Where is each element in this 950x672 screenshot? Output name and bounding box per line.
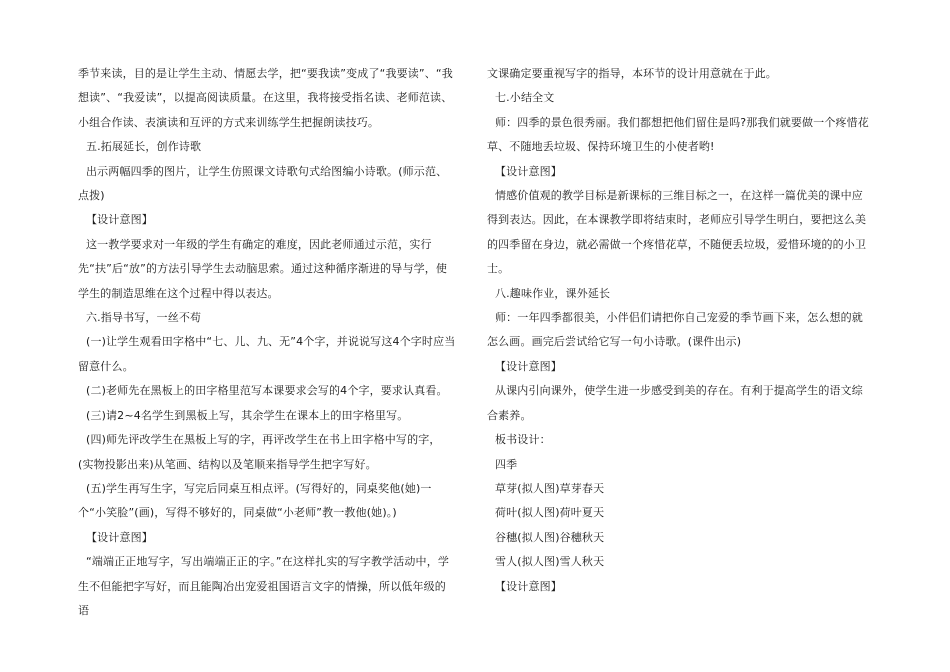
board-title: 四季 (495, 457, 518, 471)
paragraph-writing-continued: 文课确定要重视写字的指导，本环节的设计用意就在于此。 (487, 67, 777, 80)
paragraph-step-3: (三)请2~4名学生到黑板上写，其余学生在课本上的田字格里写。 (86, 408, 409, 422)
board-line-summer: 荷叶(拟人图)荷叶夏天 (495, 506, 605, 520)
paragraph-homework: 师：一年四季都很美，小伴侣们请把你自己宠爱的季节画下来，怎么想的就怎么画。画完后尝试给它写一句小诗歌。(课件出示) (487, 311, 863, 349)
paragraph-reading-purpose: 季节来读，目的是让学生主动、情愿去学，把“要我读”变成了“我要读”、“我想读”、“我爱读”，以提高阅读质量。在这里，我将接受指名读、老师范读、小组合作读、表演读和互评的方式来训练学生把握朗读技巧。 (78, 67, 453, 129)
paragraph-step-2: (二)老师先在黑板上的田字格里范写本课要求会写的4个字，要求认真看。 (86, 384, 448, 398)
section-heading-5: 五.拓展延长，创作诗歌 (86, 140, 202, 154)
paragraph-teacher-seasons: 师：四季的景色很秀丽。我们都想把他们留住是吗?那我们就要做一个疼惜花草、不随地丢垃圾、保持环境卫生的小使者哟! (487, 115, 869, 154)
right-column (487, 62, 872, 599)
design-intent-label: 【设计意图】 (495, 359, 562, 373)
paragraph-writing-quote: “端端正正地写字，写出端端正正的字。”在这样扎实的写字教学活动中，学生不但能把字写好，而且能陶冶出宠爱祖国语言文字的情操，所以低年级的语 (78, 555, 449, 617)
design-intent-label: 【设计意图】 (495, 164, 562, 178)
paragraph-show-pictures: 出示两幅四季的图片，让学生仿照课文诗歌句式给图编小诗歌。(师示范、点拨) (78, 164, 448, 203)
paragraph-step-4: (四)师先评改学生在黑板上写的字，再评改学生在书上田字格中写的字，(实物投影出来)从笔画、结构以及笔顺来指导学生把字写好。 (78, 433, 441, 471)
section-heading-6: 六.指导书写，一丝不苟 (86, 311, 202, 325)
design-intent-label: 【设计意图】 (86, 213, 153, 227)
section-heading-7: 七.小结全文 (495, 91, 555, 105)
board-design-label: 板书设计： (495, 433, 551, 447)
paragraph-teaching-difficulty: 这一教学要求对一年级的学生有确定的难度，因此老师通过示范，实行先“扶”后“放”的方法引导学生去动脑思索。通过这种循序渐进的导与学，使学生的制造思维在这个过程中得以表达。 (78, 237, 448, 300)
paragraph-step-5: (五)学生再写生字，写完后同桌互相点评。(写得好的，同桌奖他(她)一个“小笑脸”(画)，写得不够好的，同桌做“小老师”教一教他(她)。) (78, 481, 432, 520)
left-column (78, 62, 456, 623)
paragraph-step-1: (一)让学生观看田字格中“七、儿、九、无”4个字，并说说写这4个字时应当留意什么。 (78, 335, 456, 373)
board-line-spring: 草芽(拟人图)草芽春天 (495, 481, 605, 495)
board-line-autumn: 谷穗(拟人图)谷穗秋天 (495, 530, 605, 544)
design-intent-label: 【设计意图】 (495, 579, 562, 593)
board-line-winter: 雪人(拟人图)雪人秋天 (495, 555, 605, 569)
design-intent-label: 【设计意图】 (86, 530, 153, 544)
paragraph-beyond-class: 从课内引向课外，使学生进一步感受到美的存在。有利于提高学生的语文综合素养。 (487, 384, 863, 422)
paragraph-emotional-goals: 情感价值观的教学目标是新课标的三维目标之一，在这样一篇优美的课中应得到表达。因此，在本课教学即将结束时，老师应引导学生明白，要把这么美的四季留在身边，就必需做一个疼惜花草，不随便丢垃圾，爱惜环境的的小卫士。 (487, 189, 867, 276)
section-heading-8: 八.趣味作业，课外延长 (495, 286, 611, 300)
